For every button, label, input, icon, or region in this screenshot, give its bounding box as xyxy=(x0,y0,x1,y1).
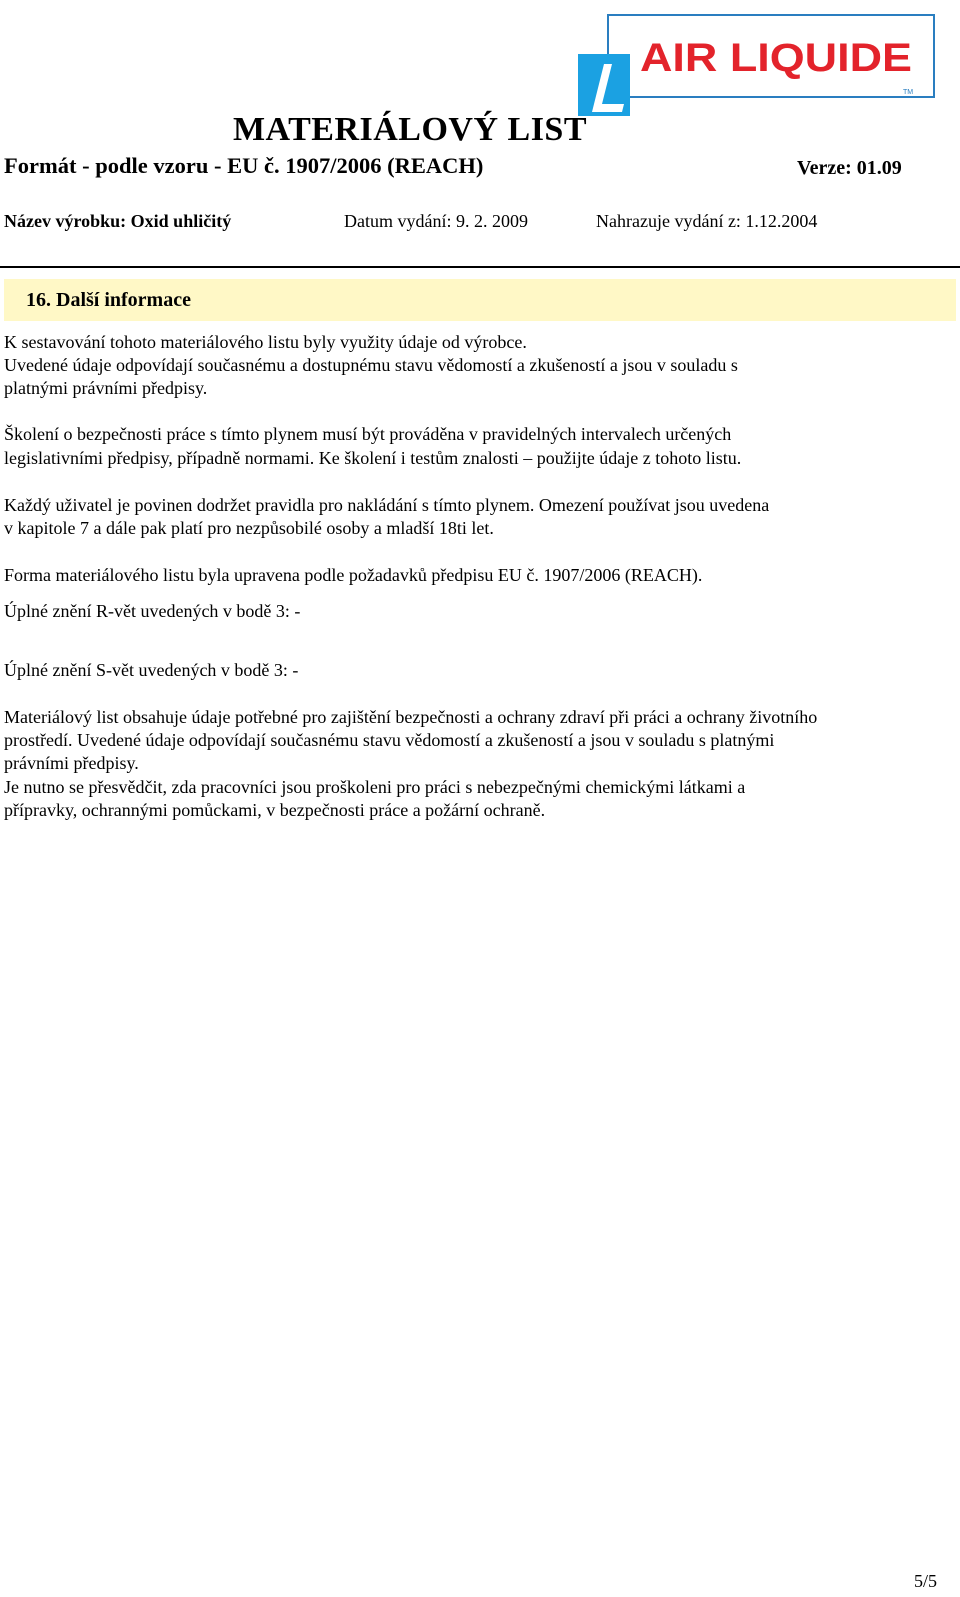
paragraph-line: Každý uživatel je povinen dodržet pravidla pro nakládání s tímto plynem. Omezení používat jsou uvedena xyxy=(4,495,770,515)
paragraph-line: přípravky, ochrannými pomůckami, v bezpečnosti práce a požární ochraně. xyxy=(4,800,546,820)
paragraph-line: v kapitole 7 a dále pak platí pro nezpůsobilé osoby a mladší 18ti let. xyxy=(4,518,494,538)
paragraph-line: Školení o bezpečnosti práce s tímto plynem musí být prováděna v pravidelných intervalech určených xyxy=(4,424,732,444)
document-title: MATERIÁLOVÝ LIST xyxy=(232,111,588,148)
paragraph-line: Materiálový list obsahuje údaje potřebné pro zajištění bezpečnosti a ochrany zdraví při práci a ochrany životního xyxy=(4,707,818,727)
paragraph-line: platnými právními předpisy. xyxy=(4,378,208,398)
format-line: Formát - podle vzoru - EU č. 1907/2006 (REACH) xyxy=(4,153,484,178)
paragraph-line: Je nutno se přesvědčit, zda pracovníci jsou proškoleni pro práci s nebezpečnými chemickými látkami a xyxy=(4,777,746,797)
version-label: Verze: 01.09 xyxy=(797,157,902,179)
paragraph-line: právními předpisy. xyxy=(4,753,139,773)
air-liquide-logo xyxy=(578,12,936,118)
logo-wordmark: AIR LIQUIDE xyxy=(640,36,912,80)
issue-date: Datum vydání: 9. 2. 2009 xyxy=(344,211,528,231)
paragraph-line: legislativními předpisy, případně normami. Ke školení i testům znalosti – použijte údaje z tohoto listu. xyxy=(4,448,742,468)
s-phrases-line: Úplné znění S-vět uvedených v bodě 3: - xyxy=(4,660,299,680)
product-name: Název výrobku: Oxid uhličitý xyxy=(4,211,232,231)
r-phrases-line: Úplné znění R-vět uvedených v bodě 3: - xyxy=(4,601,301,621)
paragraph-line: Forma materiálového listu byla upravena podle požadavků předpisu EU č. 1907/2006 (REACH). xyxy=(4,565,703,585)
paragraph-line: Uvedené údaje odpovídají současnému a dostupnému stavu vědomostí a zkušeností a jsou v souladu s xyxy=(4,355,738,375)
section-heading: 16. Další informace xyxy=(26,289,191,311)
replaces-date: Nahrazuje vydání z: 1.12.2004 xyxy=(596,211,818,231)
section-heading-bar xyxy=(4,279,956,321)
paragraph-line: prostředí. Uvedené údaje odpovídají současnému stavu vědomostí a zkušeností a jsou v souladu s platnými xyxy=(4,730,775,750)
logo-trademark: TM xyxy=(903,89,914,96)
page-number: 5/5 xyxy=(914,1571,938,1591)
header-divider xyxy=(0,266,960,268)
paragraph-line: K sestavování tohoto materiálového listu byly využity údaje od výrobce. xyxy=(4,332,527,352)
